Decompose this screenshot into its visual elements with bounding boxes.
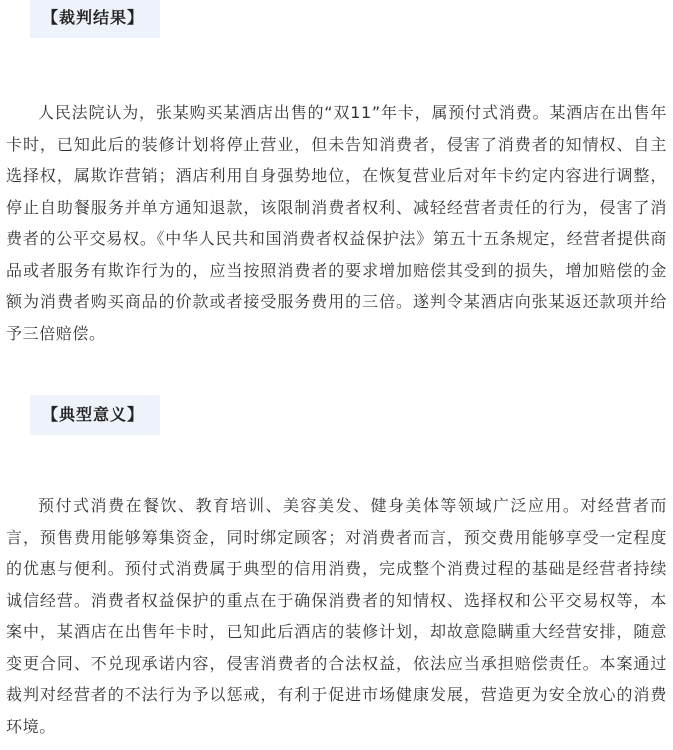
- section-heading-verdict: 【裁判结果】: [30, 0, 160, 38]
- section-heading-significance: 【典型意义】: [30, 395, 160, 435]
- significance-paragraph: 预付式消费在餐饮、教育培训、美容美发、健身美体等领域广泛应用。对经营者而言，预售费用能够筹集资金，同时绑定顾客；对消费者而言，预交费用能够享受一定程度的优惠与便利。预付式消费属于典型的信用消费，完成整个消费过程的基础是经营者持续诚信经营。消费者权益保护的重点在于确保消费者的知情权、选择权和公平交易权等，本案中，某酒店在出售年卡时，已知此后酒店的装修计划，却故意隐瞒重大经营安排，随意变更合同、不兑现承诺内容，侵害消费者的合法权益，依法应当承担赔偿责任。本案通过裁判对经营者的不法行为予以惩戒，有利于促进市场健康发展，营造更为安全放心的消费环境。: [6, 496, 667, 736]
- verdict-paragraph: 人民法院认为，张某购买某酒店出售的“双11”年卡，属预付式消费。某酒店在出售年卡时，已知此后的装修计划将停止营业，但未告知消费者，侵害了消费者的知情权、自主选择权，属欺诈营销；酒店利用自身强势地位，在恢复营业后对年卡约定内容进行调整，停止自助餐服务并单方通知退款，该限制消费者权利、减轻经营者责任的行为，侵害了消费者的公平交易权。《中华人民共和国消费者权益保护法》第五十五条规定，经营者提供商品或者服务有欺诈行为的，应当按照消费者的要求增加赔偿其受到的损失，增加赔偿的金额为消费者购买商品的价款或者接受服务费用的三倍。遂判令某酒店向张某返还款项并给予三倍赔偿。: [6, 103, 667, 343]
